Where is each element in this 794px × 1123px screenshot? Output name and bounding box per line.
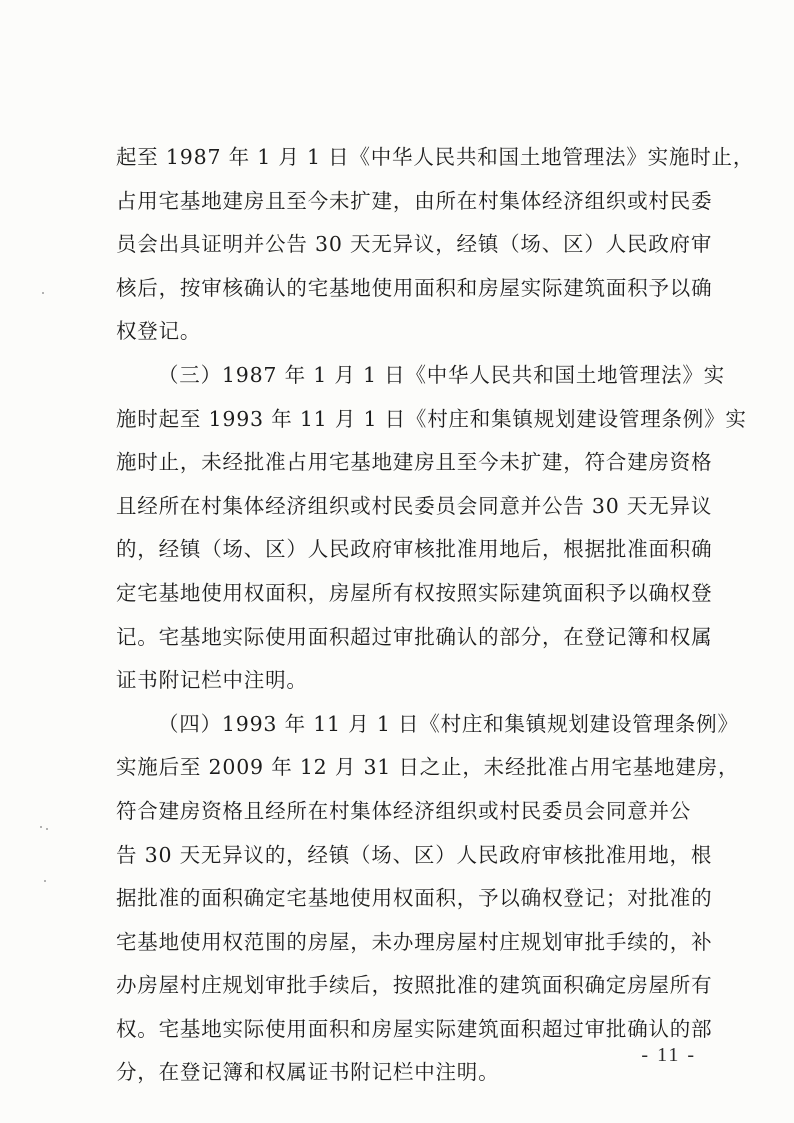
text-line: 且经所在村集体经济组织或村民委员会同意并公告 30 天无异议 (116, 493, 713, 518)
scan-speck (40, 826, 42, 828)
text-line: 权。宅基地实际使用面积和房屋实际建筑面积超过审批确认的部 (116, 1016, 713, 1041)
text-line: 定宅基地使用权面积，房屋所有权按照实际建筑面积予以确权登 (116, 580, 713, 605)
scan-speck (44, 880, 46, 882)
scan-speck (42, 292, 44, 294)
text-line: 占用宅基地建房且至今未扩建，由所在村集体经济组织或村民委 (116, 188, 713, 213)
text-line: 办房屋村庄规划审批手续后，按照批准的建筑面积确定房屋所有 (116, 973, 713, 998)
text-line: 权登记。 (116, 319, 202, 344)
text-line: 核后，按审核确认的宅基地使用面积和房屋实际建筑面积予以确 (116, 275, 713, 300)
paragraph-item-3 (116, 354, 747, 703)
page-number: - 11 - (641, 1044, 696, 1066)
text-line: 起至 1987 年 1 月 1 日《中华人民共和国土地管理法》实施时止， (116, 145, 755, 169)
text-line: 分，在登记簿和权属证书附记栏中注明。 (116, 1060, 500, 1085)
text-line: （四）1993 年 11 月 1 日《村庄和集镇规划建设管理条例》 (158, 711, 739, 736)
text-line: 记。宅基地实际使用面积超过审批确认的部分，在登记簿和权属 (116, 624, 713, 649)
text-line: 施时起至 1993 年 11 月 1 日《村庄和集镇规划建设管理条例》实 (116, 406, 747, 431)
text-line: 施时止，未经批准占用宅基地建房且至今未扩建，符合建房资格 (116, 450, 713, 475)
text-line: （三）1987 年 1 月 1 日《中华人民共和国土地管理法》实 (158, 362, 725, 387)
text-line: 员会出具证明并公告 30 天无异议，经镇（场、区）人民政府审 (116, 232, 713, 257)
text-line: 实施后至 2009 年 12 月 31 日之止，未经批准占用宅基地建房， (116, 755, 740, 780)
text-line: 符合建房资格且经所在村集体经济组织或村民委员会同意并公 (116, 798, 692, 823)
paragraph-continuation (116, 136, 755, 354)
text-line: 宅基地使用权范围的房屋，未办理房屋村庄规划审批手续的，补 (116, 929, 713, 954)
scan-speck (46, 828, 48, 830)
text-line: 据批准的面积确定宅基地使用权面积，予以确权登记；对批准的 (116, 886, 713, 911)
text-line: 告 30 天无异议的，经镇（场、区）人民政府审核批准用地，根 (116, 842, 713, 867)
paragraph-item-4 (116, 703, 740, 1095)
document-body (116, 136, 755, 1095)
text-line: 的，经镇（场、区）人民政府审核批准用地后，根据批准面积确 (116, 537, 713, 562)
text-line: 证书附记栏中注明。 (116, 668, 308, 693)
